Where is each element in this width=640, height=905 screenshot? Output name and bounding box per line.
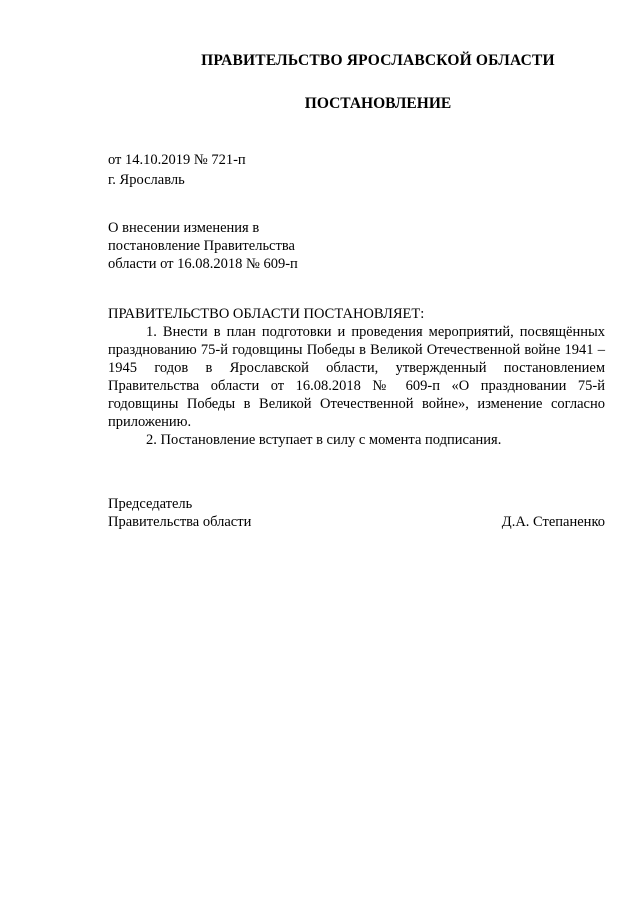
document-meta xyxy=(108,150,246,190)
signature-block xyxy=(108,495,605,531)
item-2: 2. Постановление вступает в силу с момента подписания. xyxy=(146,432,502,448)
subject-line-3: области от 16.08.2018 № 609-п xyxy=(108,256,298,272)
place: г. Ярославль xyxy=(108,172,185,188)
document-type: ПОСТАНОВЛЕНИЕ xyxy=(304,95,452,112)
preamble: ПРАВИТЕЛЬСТВО ОБЛАСТИ ПОСТАНОВЛЯЕТ: xyxy=(108,306,425,322)
signer-position-line-2: Правительства области xyxy=(108,514,252,530)
issuing-authority: ПРАВИТЕЛЬСТВО ЯРОСЛАВСКОЙ ОБЛАСТИ xyxy=(201,52,555,69)
date-number: от 14.10.2019 № 721-п xyxy=(108,152,246,168)
signature-row xyxy=(108,513,605,531)
document-body xyxy=(108,305,605,449)
document-subject xyxy=(108,219,368,273)
item-1: 1. Внести в план подготовки и проведения мероприятий, посвящённых празднованию 75-й годовщины Победы в Великой Отечественной войне 1941 – 1945 годов в Ярославской области, утвержденный постановлением Правительства области от 16.08.2018 № 609-п «О праздновании 75-й годовщины Победы в Великой Отечественной войне», изменение согласно приложению. xyxy=(108,324,605,430)
signer-position-line-1: Председатель xyxy=(108,496,193,512)
subject-line-1: О внесении изменения в xyxy=(108,220,260,236)
subject-line-2: постановление Правительства xyxy=(108,238,295,254)
signer-name: Д.А. Степаненко xyxy=(501,514,605,530)
